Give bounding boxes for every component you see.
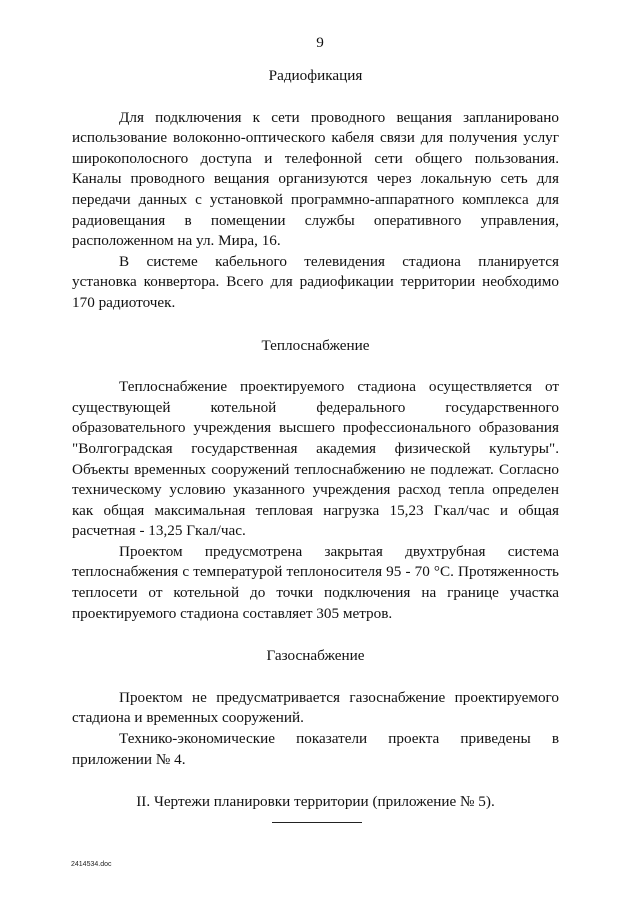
document-id: 2414534.doc — [71, 861, 112, 868]
section-heading: Теплоснабжение — [261, 336, 370, 354]
drawings-reference: II. Чертежи планировки территории (приложение № 5). — [136, 793, 495, 811]
paragraph: Теплоснабжение проектируемого стадиона осуществляется от существующей котельной федерального государственного образовательного учреждения высшего профессионального образования "Волгоградская государственная академия физической культуры". Объекты временных сооружений теплоснабжению не подлежат. Согласно техническому условию указанного учреждения расход тепла определен как общая максимальная тепловая нагрузка 15,23 Гкал/час и общая расчетная - 13,25 Гкал/час. — [72, 378, 559, 540]
paragraph: Проектом предусмотрена закрытая двухтрубная система теплоснабжения с температурой теплоносителя 95 - 70 °С. Протяженность теплосети от котельной до точки подключения на границе участка проектируемого стадиона составляет 305 метров. — [72, 542, 559, 622]
paragraph: Технико-экономические показатели проекта приведены в приложении № 4. — [72, 730, 559, 768]
document-body — [72, 66, 559, 813]
section-heading: Радиофикация — [268, 67, 363, 84]
section-heading: Газоснабжение — [266, 647, 365, 665]
paragraph: Проектом не предусматривается газоснабжение проектируемого стадиона и временных сооружений. — [72, 688, 559, 727]
section-gas — [72, 646, 559, 770]
section-radio — [72, 66, 559, 314]
section-heating — [72, 336, 559, 625]
page-number: 9 — [316, 34, 324, 51]
separator-line — [272, 822, 362, 823]
paragraph: В системе кабельного телевидения стадиона планируется установка конвертора. Всего для радиофикации территории необходимо 170 радиоточек. — [72, 252, 559, 311]
paragraph: Для подключения к сети проводного вещания запланировано использование волоконно-оптического кабеля связи для получения услуг широкополосного доступа и телефонной сети общего пользования. Каналы проводного вещания организуются через локальную сеть для передачи данных с установкой программно-аппаратного комплекса для радиовещания в помещении службы оперативного управления, расположенном на ул. Мира, 16. — [72, 108, 559, 250]
